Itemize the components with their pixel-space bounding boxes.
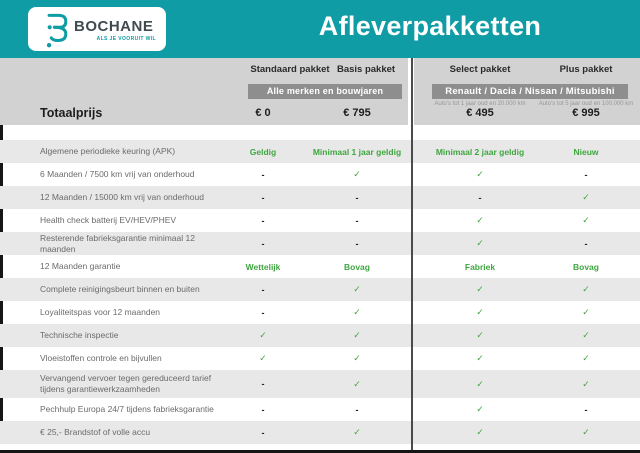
price-select: € 495 xyxy=(466,107,494,119)
table-row xyxy=(0,370,640,398)
value-text: Minimaal 1 jaar geldig xyxy=(312,146,402,157)
check-icon: ✓ xyxy=(582,353,590,363)
check-icon: ✓ xyxy=(353,427,361,437)
spacer-row xyxy=(0,125,640,140)
column-note-select: Auto's tot 1 jaar oud en 20.000 km xyxy=(434,101,526,107)
value-text: Fabriek xyxy=(464,261,496,272)
check-icon: ✓ xyxy=(582,307,590,317)
dash-mark: - xyxy=(261,379,265,389)
row-label: 12 Maanden / 15000 km vrij van onderhoud xyxy=(40,192,204,203)
value-text: Minimaal 2 jaar geldig xyxy=(435,146,525,157)
check-icon: ✓ xyxy=(353,284,361,294)
check-icon: ✓ xyxy=(259,353,267,363)
check-icon: ✓ xyxy=(582,215,590,225)
value-text: Bovag xyxy=(573,261,599,272)
price-plus: € 995 xyxy=(572,107,600,119)
check-icon: ✓ xyxy=(582,192,590,202)
dash-mark: - xyxy=(261,404,265,415)
row-label: Algemene periodieke keuring (APK) xyxy=(40,146,176,157)
dash-mark: - xyxy=(261,192,265,203)
check-icon: ✓ xyxy=(476,378,484,389)
check-icon: ✓ xyxy=(476,238,484,248)
bochane-b-road-icon xyxy=(40,11,74,53)
column-header-standaard: Standaard pakket xyxy=(250,64,330,75)
row-label: 12 Maanden garantie xyxy=(40,261,121,272)
row-label: Pechhulp Europa 24/7 tijdens fabrieksgarantie xyxy=(40,404,214,415)
table-row xyxy=(0,186,640,209)
table-row xyxy=(0,209,640,232)
row-label: Vloeistoffen controle en bijvullen xyxy=(40,353,162,364)
check-icon: ✓ xyxy=(476,215,484,225)
check-icon: ✓ xyxy=(476,284,484,294)
table-row xyxy=(0,421,640,444)
dash-mark: - xyxy=(261,169,265,180)
dash-mark: - xyxy=(261,427,265,438)
table-row xyxy=(0,232,640,255)
dash-mark: - xyxy=(355,404,359,415)
brand-tagline: ALS JE VOORUIT WIL xyxy=(96,36,156,42)
group-banner-all-brands: Alle merken en bouwjaren xyxy=(248,84,402,99)
table-row xyxy=(0,278,640,301)
check-icon: ✓ xyxy=(353,330,361,340)
value-text: Wettelijk xyxy=(245,261,281,272)
dash-mark: - xyxy=(584,169,588,180)
check-icon: ✓ xyxy=(582,427,590,437)
check-icon: ✓ xyxy=(476,330,484,340)
row-label: € 25,- Brandstof of volle accu xyxy=(40,427,151,438)
column-group-divider xyxy=(411,58,413,450)
dash-mark: - xyxy=(478,192,482,203)
table-row xyxy=(0,324,640,347)
check-icon: ✓ xyxy=(476,427,484,437)
bochane-logo xyxy=(28,7,166,51)
value-text: Nieuw xyxy=(573,146,599,157)
dash-mark: - xyxy=(355,215,359,226)
value-text: Bovag xyxy=(344,261,370,272)
column-note-plus: Auto's tot 5 jaar oud en 100.000 km xyxy=(538,101,634,107)
check-icon: ✓ xyxy=(476,353,484,363)
brand-name: BOCHANE xyxy=(74,18,154,35)
row-label: Health check batterij EV/HEV/PHEV xyxy=(40,215,177,226)
check-icon: ✓ xyxy=(353,353,361,363)
price-basis: € 795 xyxy=(343,107,371,119)
check-icon: ✓ xyxy=(476,404,484,414)
row-label: Complete reinigingsbeurt binnen en buiten xyxy=(40,284,200,295)
dash-mark: - xyxy=(355,192,359,203)
dash-mark: - xyxy=(355,238,359,249)
table-row xyxy=(0,347,640,370)
group-banner-renault-group: Renault / Dacia / Nissan / Mitsubishi xyxy=(432,84,628,99)
check-icon: ✓ xyxy=(476,169,484,179)
feature-rows xyxy=(0,140,640,444)
total-price-label: Totaalprijs xyxy=(40,106,103,120)
table-row xyxy=(0,140,640,163)
column-header-plus: Plus pakket xyxy=(559,64,613,75)
check-icon: ✓ xyxy=(582,378,590,389)
dash-mark: - xyxy=(261,238,265,249)
row-label: Vervangend vervoer tegen gereduceerd tarief tijdens garantiewerkzaamheden xyxy=(40,373,212,394)
dash-mark: - xyxy=(584,238,588,249)
column-header-select: Select pakket xyxy=(449,64,511,75)
check-icon: ✓ xyxy=(582,284,590,294)
row-label: Loyaliteitspas voor 12 maanden xyxy=(40,307,161,318)
dash-mark: - xyxy=(584,404,588,415)
row-label: 6 Maanden / 7500 km vrij van onderhoud xyxy=(40,169,195,180)
row-label: Resterende fabrieksgarantie minimaal 12 maanden xyxy=(40,232,195,254)
table-row xyxy=(0,398,640,421)
check-icon: ✓ xyxy=(353,307,361,317)
column-header-basis: Basis pakket xyxy=(336,64,396,75)
top-banner xyxy=(0,0,640,58)
dash-mark: - xyxy=(261,284,265,295)
check-icon: ✓ xyxy=(476,307,484,317)
check-icon: ✓ xyxy=(582,330,590,340)
check-icon: ✓ xyxy=(353,169,361,179)
check-icon: ✓ xyxy=(259,330,267,340)
value-text: Geldig xyxy=(249,146,277,157)
dash-mark: - xyxy=(261,215,265,226)
check-icon: ✓ xyxy=(353,378,361,389)
table-row xyxy=(0,301,640,324)
page-title: Afleverpakketten xyxy=(318,11,542,41)
price-standaard: € 0 xyxy=(255,107,271,119)
row-label: Technische inspectie xyxy=(40,330,119,341)
dash-mark: - xyxy=(261,307,265,318)
table-row xyxy=(0,255,640,278)
table-row xyxy=(0,163,640,186)
